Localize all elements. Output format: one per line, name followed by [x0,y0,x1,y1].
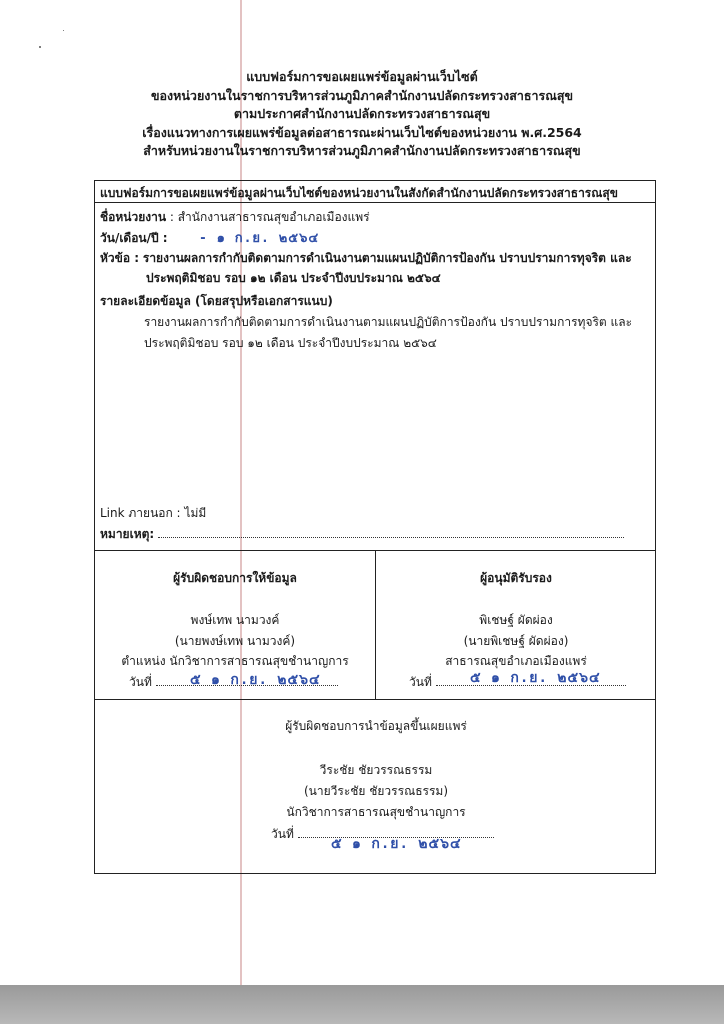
scan-speck [63,30,64,31]
subject-line-2: ประพฤติมิชอบ รอบ ๑๒ เดือน ประจำปีงบประมาณ ๒๕๖๔ [146,271,441,285]
link-row [100,504,206,523]
responsible-date-stamp: ๕ ๑ ก.ย. ๒๕๖๔ [190,672,321,688]
section-divider [95,699,655,700]
note-label: หมายเหตุ: [100,527,155,541]
form-title: แบบฟอร์มการขอเผยแพร่ข้อมูลผ่านเว็บไซต์ของหน่วยงานในสังกัดสำนักงานปลัดกระทรวงสาธารณสุข [95,181,655,203]
header-line-4: เรื่องแนวทางการเผยแพร่ข้อมูลต่อสาธารณะผ่านเว็บไซต์ของหน่วยงาน พ.ศ.2564 [142,124,582,140]
agency-label: ชื่อหน่วยงาน [100,210,167,224]
note-row [100,525,624,544]
header-line-1: แบบฟอร์มการขอเผยแพร่ข้อมูลผ่านเว็บไซต์ [246,69,478,84]
date-label: วัน/เดือน/ปี : [100,231,168,245]
link-value: ไม่มี [184,506,207,520]
scanner-edge [0,985,724,1024]
responsible-position: ตำแหน่ง นักวิชาการสาธารณสุขชำนาญการ [121,654,349,668]
publisher-date-label: วันที่ [271,827,294,841]
detail-line-2: ประพฤติมิชอบ รอบ ๑๒ เดือน ประจำปีงบประมาณ ๒๕๖๔ [144,336,437,350]
approver-position: สาธารณสุขอำเภอเมืองแพร่ [445,654,587,668]
responsible-date-label: วันที่ [129,675,152,689]
agency-row [100,208,370,227]
link-label: Link ภายนอก : [100,506,181,520]
publisher-position: นักวิชาการสาธารณสุขชำนาญการ [286,805,466,819]
approver-heading: ผู้อนุมัติรับรอง [480,571,552,585]
subject-row [100,249,632,268]
header-line-2: ของหน่วยงานในราชการบริหารส่วนภูมิภาคสำนักงานปลัดกระทรวงสาธารณสุข [150,87,574,103]
agency-value: : สำนักงานสาธารณสุขอำเภอเมืองแพร่ [169,210,370,224]
request-form [94,180,656,874]
publisher-name: วีระชัย ชัยวรรณธรรม [319,763,433,777]
detail-label: รายละเอียดข้อมูล (โดยสรุปหรือเอกสารแนบ) [100,294,333,308]
subject-line-1: รายงานผลการกำกับติดตามการดำเนินงานตามแผนปฏิบัติการป้องกัน ปราบปรามการทุจริต และ [142,251,632,265]
note-dotted-line [158,537,624,538]
publisher-name-full: (นายวีระชัย ชัยวรรณธรรม) [303,784,449,798]
responsible-name-full: (นายพงษ์เทพ นามวงค์) [174,634,296,648]
approver-name: พิเชษฐ์ ผัดผ่อง [479,613,553,627]
publisher-date-stamp: ๕ ๑ ก.ย. ๒๕๖๔ [331,836,462,852]
date-stamp: - ๑ ก.ย. ๒๕๖๔ [199,231,320,246]
approver-date-label: วันที่ [409,675,432,689]
publisher-heading: ผู้รับผิดชอบการนำข้อมูลขึ้นเผยแพร่ [285,719,467,733]
detail-line-1: รายงานผลการกำกับติดตามการดำเนินงานตามแผนปฏิบัติการป้องกัน ปราบปรามการทุจริต และ [144,315,633,329]
header-line-5: สำหรับหน่วยงานในราชการบริหารส่วนภูมิภาคสำนักงานปลัดกระทรวงสาธารณสุข [143,143,581,159]
responsible-heading: ผู้รับผิดชอบการให้ข้อมูล [173,571,297,585]
approver-name-full: (นายพิเชษฐ์ ผัดผ่อง) [463,634,569,648]
subject-label: หัวข้อ : [100,251,140,265]
approver-date-stamp: ๕ ๑ ก.ย. ๒๕๖๔ [470,670,601,686]
responsible-name: พงษ์เทพ นามวงค์ [190,613,280,627]
document-header [0,68,724,161]
scan-speck [39,46,41,48]
header-line-3: ตามประกาศสำนักงานปลัดกระทรวงสาธารณสุข [233,106,491,122]
